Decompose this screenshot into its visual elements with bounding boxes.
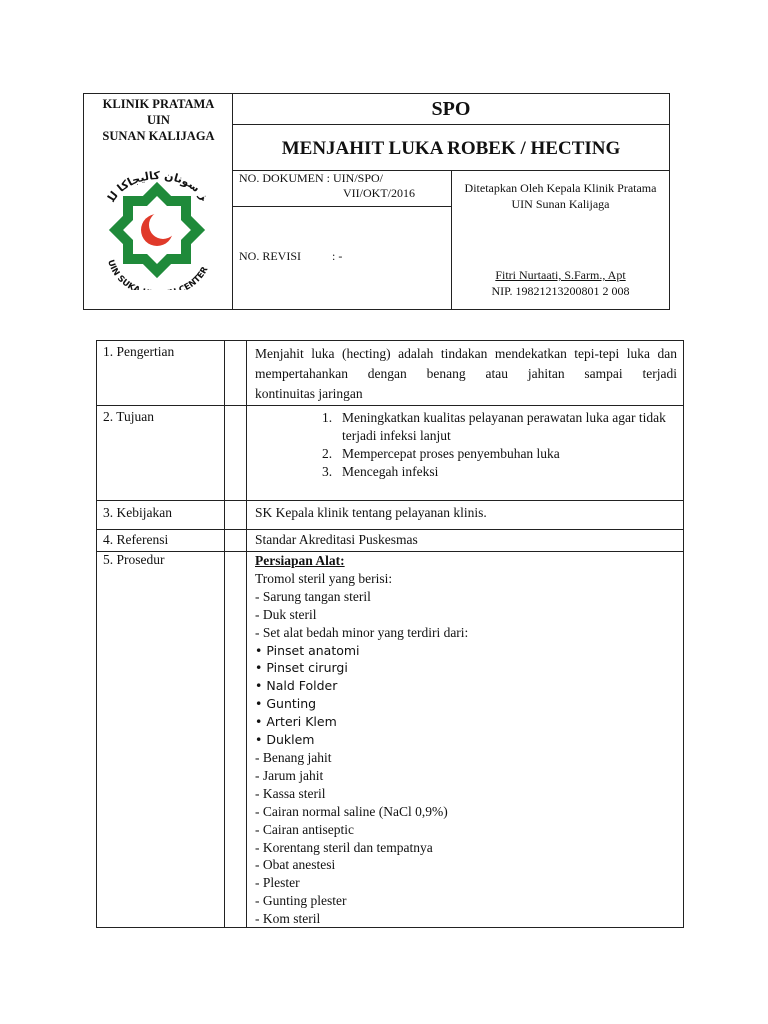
table-row: [97, 530, 683, 552]
procedure-table: [96, 340, 684, 928]
procedure-line: - Gunting plester: [255, 893, 347, 909]
table-row: [97, 406, 683, 501]
clinic-name-line: UIN: [147, 113, 170, 127]
procedure-line: - Duk steril: [255, 606, 317, 622]
list-number: 1.: [322, 410, 333, 425]
procedure-line: - Benang jahit: [255, 749, 332, 765]
row-separator: [225, 406, 247, 500]
table-row: [97, 341, 683, 406]
row-separator: [225, 341, 247, 405]
row-content: Standar Akreditasi Puskesmas: [255, 532, 418, 547]
row-label: 1. Pengertian: [97, 341, 225, 405]
row-label: 3. Kebijakan: [97, 501, 225, 529]
table-row: [97, 552, 683, 927]
procedure-line: - Jarum jahit: [255, 767, 324, 783]
row-separator: [225, 501, 247, 529]
document-header: [83, 93, 670, 310]
list-text: Mempercepat proses penyembuhan luka: [342, 446, 560, 461]
definition-text: Menjahit luka (hecting) adalah tindakan mendekatkan tepi-tepi luka dan mempertahankan dengan benang atau jahitan sampai terjadi: [255, 346, 677, 381]
procedure-line: - Plester: [255, 875, 300, 891]
procedure-line: - Kassa steril: [255, 785, 326, 801]
row-content: SK Kepala klinik tentang pelayanan klinis.: [255, 505, 487, 520]
document-number-line: NO. DOKUMEN : UIN/SPO/: [239, 171, 384, 185]
clinic-name-line: SUNAN KALIJAGA: [102, 129, 215, 143]
table-row: [97, 501, 683, 530]
document-number: [233, 171, 452, 207]
list-item: [255, 409, 677, 445]
procedure-line: - Cairan antiseptic: [255, 821, 354, 837]
revision-cell: [233, 207, 452, 309]
spo-label: SPO: [233, 94, 669, 125]
row-content: [247, 406, 683, 500]
signer-name: Fitri Nurtaati, S.Farm., Apt: [495, 268, 626, 282]
logo-arabic-text: ز سونان كاليجاكا لل: [104, 169, 211, 204]
procedure-line: - Obat anestesi: [255, 857, 336, 873]
procedure-line: • Arteri Klem: [255, 714, 337, 730]
list-text: Mencegah infeksi: [342, 464, 439, 479]
row-content: [247, 552, 683, 927]
list-number: 2.: [322, 446, 333, 461]
procedure-line: • Pinset cirurgi: [255, 660, 348, 676]
row-separator: [225, 552, 247, 927]
established-line: UIN Sunan Kalijaga: [511, 197, 610, 211]
clinic-cell: [84, 94, 233, 309]
revision-value: : -: [332, 249, 343, 263]
document-number-line: VII/OKT/2016: [343, 186, 415, 200]
procedure-line: • Pinset anatomi: [255, 642, 360, 658]
list-item: [255, 463, 677, 481]
clinic-logo: [98, 164, 216, 290]
procedure-line: - Korentang steril dan tempatnya: [255, 839, 433, 855]
clinic-logo-icon: [98, 164, 216, 290]
procedure-line: - Kom steril: [255, 911, 321, 927]
list-item: [255, 445, 677, 463]
procedure-line: • Nald Folder: [255, 678, 338, 694]
logo-star: [109, 182, 205, 278]
procedure-heading: Persiapan Alat:: [255, 553, 345, 568]
row-label: 2. Tujuan: [97, 406, 225, 500]
row-label: 5. Prosedur: [97, 552, 225, 927]
list-text: Meningkatkan kualitas pelayanan perawatan luka agar tidak terjadi infeksi lanjut: [342, 410, 666, 443]
established-line: Ditetapkan Oleh Kepala Klinik Pratama: [464, 181, 657, 195]
procedure-line: - Sarung tangan steril: [255, 588, 371, 604]
page-title: MENJAHIT LUKA ROBEK / HECTING: [233, 125, 669, 171]
list-number: 3.: [322, 464, 333, 479]
clinic-name: [84, 96, 233, 144]
signer-nip: NIP. 19821213200801 2 008: [491, 284, 630, 298]
procedure-line: • Duklem: [255, 732, 315, 748]
row-label: 4. Referensi: [97, 530, 225, 551]
procedure-line: Tromol steril yang berisi:: [255, 570, 393, 586]
procedure-line: - Set alat bedah minor yang terdiri dari:: [255, 624, 469, 640]
row-separator: [225, 530, 247, 551]
procedure-line: - Cairan normal saline (NaCl 0,9%): [255, 803, 448, 819]
clinic-name-line: KLINIK PRATAMA: [102, 97, 215, 111]
row-content: [247, 341, 683, 405]
established-by: [452, 180, 669, 212]
revision-label: NO. REVISI: [239, 249, 301, 263]
approval-cell: [452, 171, 669, 309]
definition-text-end: kontinuitas jaringan: [255, 386, 363, 401]
procedure-line: • Gunting: [255, 696, 317, 712]
goals-list: [255, 409, 677, 481]
logo-caption: UIN SUK CENTER: [105, 258, 211, 290]
